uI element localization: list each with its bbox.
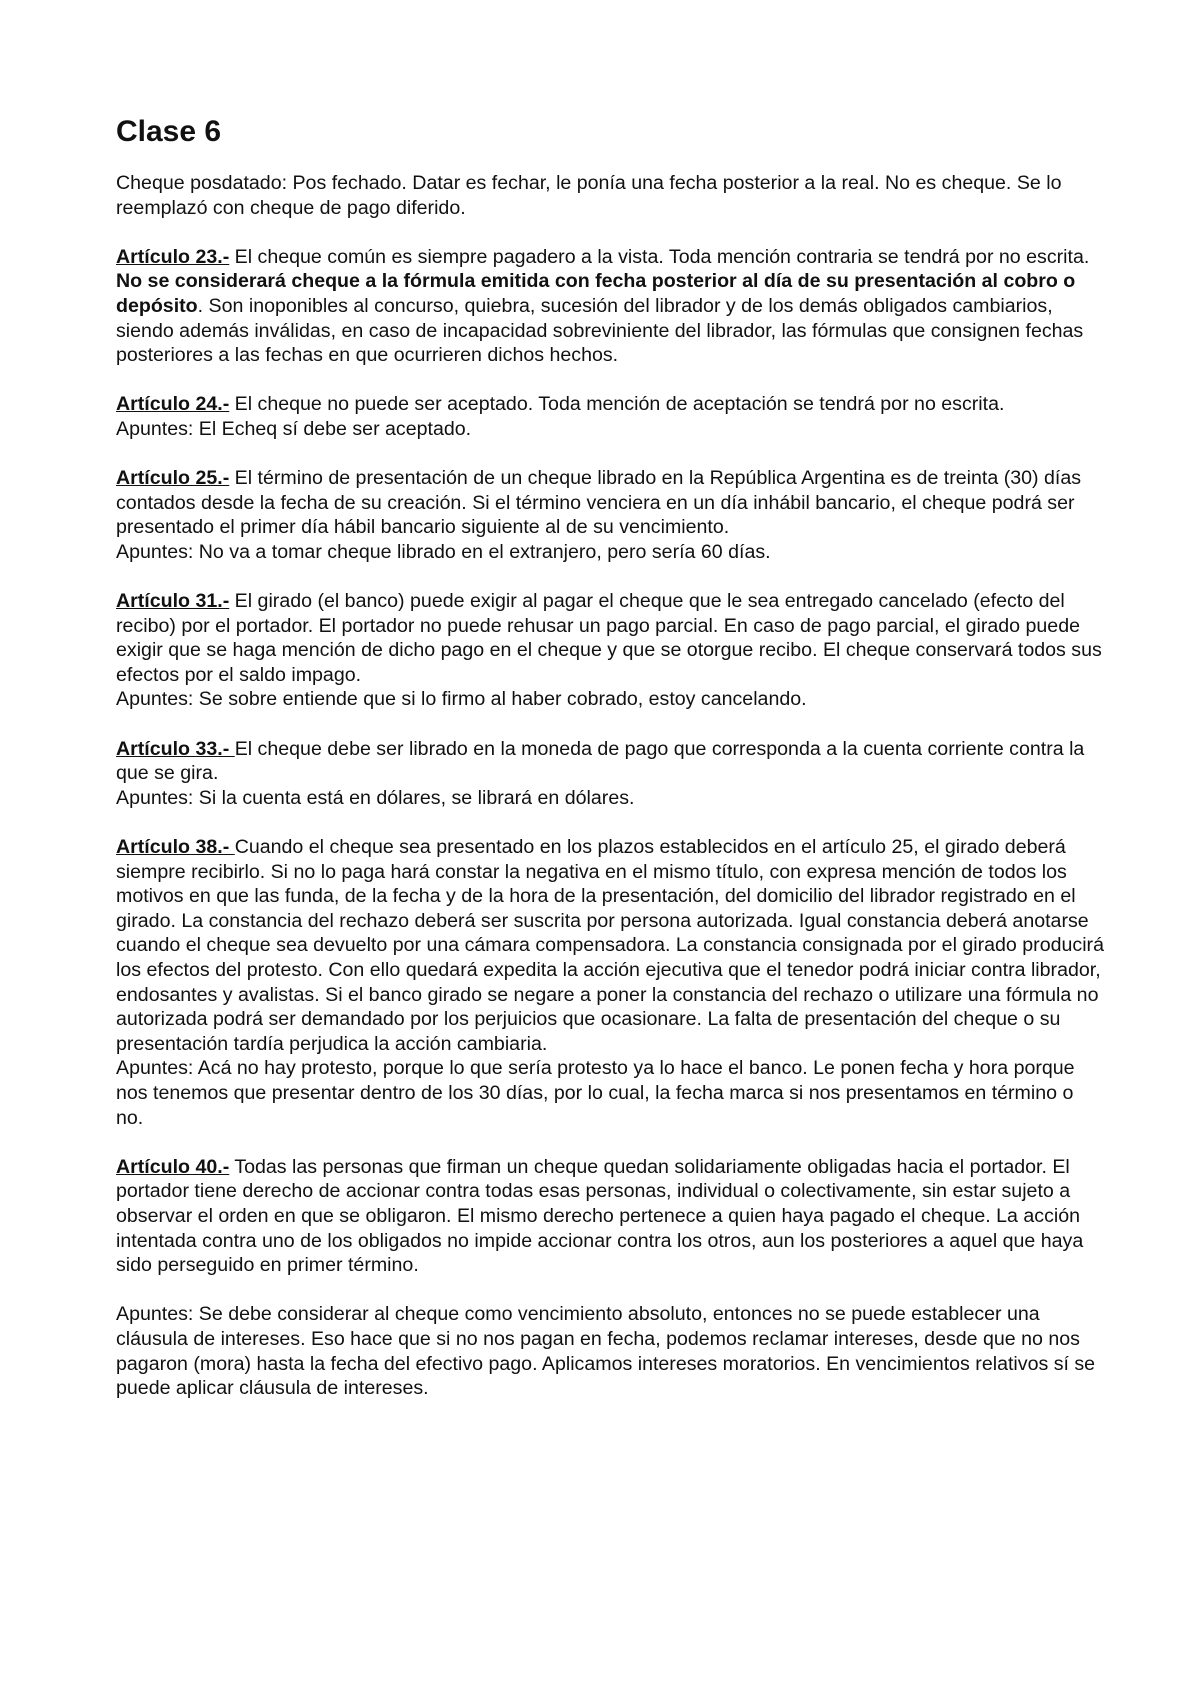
intro-paragraph: Cheque posdatado: Pos fechado. Datar es fechar, le ponía una fecha posterior a la real. No es cheque. Se lo reemplazó con cheque de pago diferido. [116, 172, 1062, 219]
article-24-notes: Apuntes: El Echeq sí debe ser aceptado. [116, 417, 472, 440]
article-38 [116, 835, 1106, 1130]
article-40 [116, 1155, 1106, 1278]
article-25-text: El término de presentación de un cheque librado en la República Argentina es de treinta (30) días contados desde la fecha de su creación. Si el término venciera en un día inhábil bancario, el cheque podrá ser presentado el primer día hábil bancario siguiente al de su vencimiento. [116, 467, 1082, 539]
article-33-notes: Apuntes: Si la cuenta está en dólares, se librará en dólares. [116, 786, 635, 809]
article-40-label: Artículo 40.- [116, 1155, 230, 1178]
article-31-text: El girado (el banco) puede exigir al pagar el cheque que le sea entregado cancelado (efecto del recibo) por el portador. El portador no puede rehusar un pago parcial. En caso de pago parcial, el girado puede exigir que se haga mención de dicho pago en el cheque y que se otorgue recibo. El cheque conservará todos sus efectos por el saldo impago. [116, 590, 1102, 686]
article-31-notes: Apuntes: Se sobre entiende que si lo firmo al haber cobrado, estoy cancelando. [116, 688, 807, 711]
article-38-label: Artículo 38.- [116, 836, 235, 859]
article-38-notes: Apuntes: Acá no hay protesto, porque lo que sería protesto ya lo hace el banco. Le ponen fecha y hora porque nos tenemos que presentar dentro de los 30 días, por lo cual, la fecha marca si nos presentamos en término o no. [116, 1057, 1075, 1129]
article-23 [116, 245, 1106, 368]
article-33-label: Artículo 33.- [116, 737, 235, 760]
article-25-notes: Apuntes: No va a tomar cheque librado en el extranjero, pero sería 60 días. [116, 540, 771, 563]
article-33 [116, 737, 1106, 811]
article-31 [116, 589, 1106, 712]
document-page [116, 112, 1106, 1425]
article-38-text: Cuando el cheque sea presentado en los plazos establecidos en el artículo 25, el girado deberá siempre recibirlo. Si no lo paga hará constar la negativa en el mismo título, con expresa mención de todos los motivos en que las funda, de la fecha y de la hora de la presentación, del domicilio del librador registrado en el girado. La constancia del rechazo deberá ser suscrita por persona autorizada. Igual constancia deberá anotarse cuando el cheque sea devuelto por una cámara compensadora. La constancia consignada por el girado producirá los efectos del protesto. Con ello quedará expedita la acción ejecutiva que el tenedor podrá iniciar contra librador, endosantes y avalistas. Si el banco girado se negare a poner la constancia del rechazo o utilizare una fórmula no autorizada podrá ser demandado por los perjuicios que ocasionare. La falta de presentación del cheque o su presentación tardía perjudica la acción cambiaria. [116, 836, 1104, 1055]
article-24-label: Artículo 24.- [116, 393, 230, 416]
article-23-bold-text: No se considerará cheque a la fórmula emitida con fecha posterior al día de su presentación al cobro o depósito [116, 270, 1076, 317]
page-title: Clase 6 [116, 115, 222, 148]
article-23-text-b: . Son inoponibles al concurso, quiebra, sucesión del librador y de los demás obligados cambiarios, siendo además inválidas, en caso de incapacidad sobreviniente del librador, las fórmulas que consignen fechas posteriores a las fechas en que ocurrieren dichos hechos. [116, 294, 1084, 367]
article-25 [116, 466, 1106, 564]
article-23-label: Artículo 23.- [116, 245, 230, 268]
final-notes-paragraph: Apuntes: Se debe considerar al cheque como vencimiento absoluto, entonces no se puede establecer una cláusula de intereses. Eso hace que si no nos pagan en fecha, podemos reclamar intereses, desde que no nos pagaron (mora) hasta la fecha del efectivo pago. Aplicamos intereses moratorios. En vencimientos relativos sí se puede aplicar cláusula de intereses. [116, 1303, 1096, 1400]
article-23-text-a: El cheque común es siempre pagadero a la vista. Toda mención contraria se tendrá por no escrita. [229, 245, 1090, 268]
article-33-text: El cheque debe ser librado en la moneda de pago que corresponda a la cuenta corriente contra la que se gira. [116, 737, 1085, 785]
article-25-label: Artículo 25.- [116, 467, 230, 490]
article-24 [116, 392, 1106, 441]
article-24-text: El cheque no puede ser aceptado. Toda mención de aceptación se tendrá por no escrita. [229, 393, 1005, 416]
article-40-text: Todas las personas que firman un cheque quedan solidariamente obligadas hacia el portador. El portador tiene derecho de accionar contra todas esas personas, individual o colectivamente, sin estar sujeto a observar el orden en que se obligaron. El mismo derecho pertenece a quien haya pagado el cheque. La acción intentada contra uno de los obligados no impide accionar contra los otros, aun los posteriores a aquel que haya sido perseguido en primer término. [116, 1155, 1084, 1277]
article-31-label: Artículo 31.- [116, 590, 230, 613]
